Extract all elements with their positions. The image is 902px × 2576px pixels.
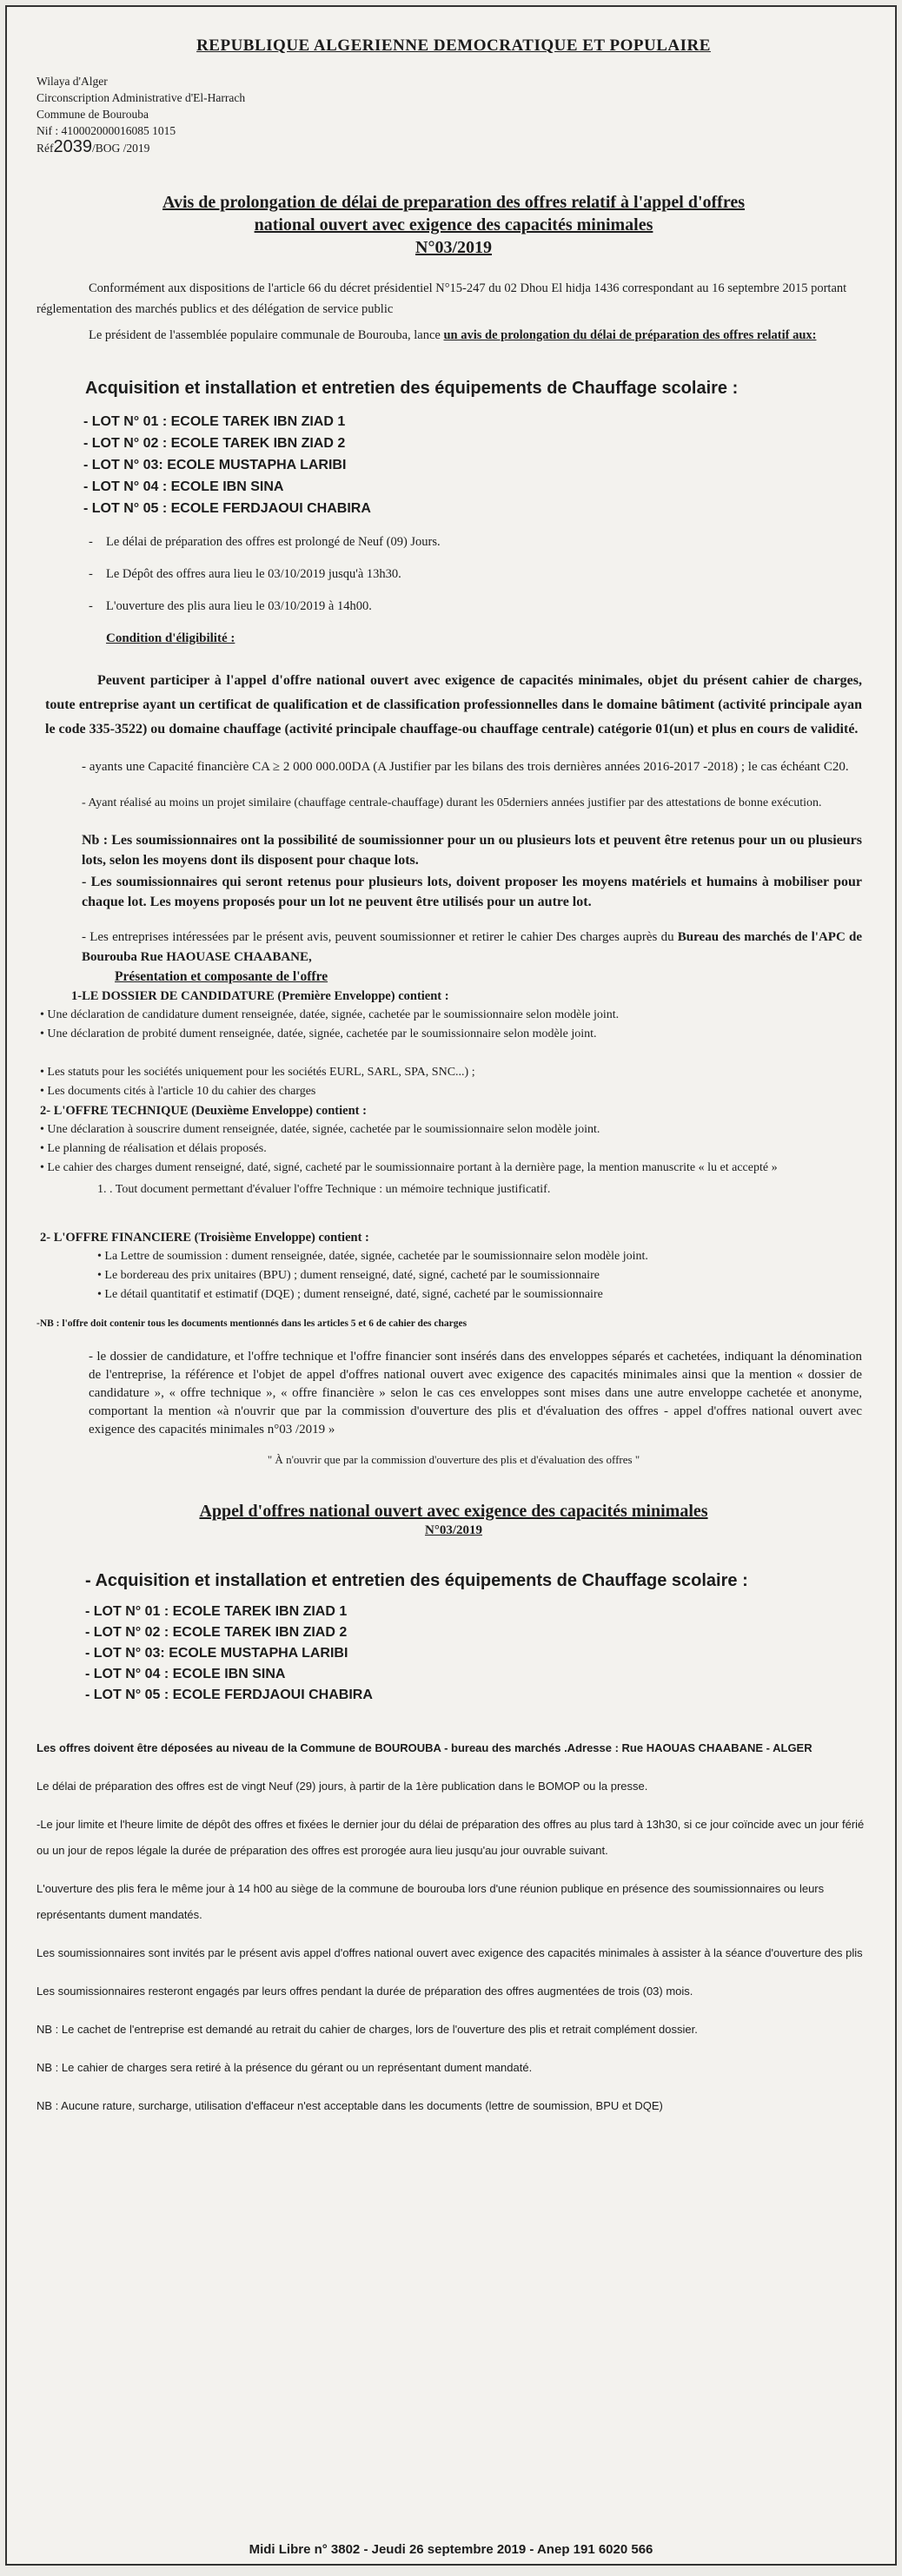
technique-heading: 2- L'OFFRE TECHNIQUE (Deuxième Enveloppe) contient :: [40, 1104, 367, 1118]
preparation-delay: Le délai de préparation des offres est de vingt Neuf (29) jours, à partir de la 1ère publication dans le BOMOP ou la presse.: [36, 1780, 648, 1793]
list-item: • Une déclaration à souscrire dument renseignée, datée, signée, cachetée par le soumissionnaire selon modèle joint.: [40, 1120, 871, 1139]
lots-list: [83, 411, 871, 519]
list-item: - LOT N° 03: ECOLE MUSTAPHA LARIBI: [85, 1643, 871, 1664]
notice-title-line1: Avis de prolongation de délai de preparation des offres relatif à l'appel d'offres: [162, 193, 745, 212]
list-item: • Le planning de réalisation et délais proposés.: [40, 1139, 871, 1159]
list-item: - LOT N° 05 : ECOLE FERDJAOUI CHABIRA: [83, 498, 871, 519]
acquisition-heading-2: - Acquisition et installation et entretien des équipements de Chauffage scolaire :: [85, 1571, 748, 1590]
eligibility-paragraph: Peuvent participer à l'appel d'offre national ouvert avec exigence de capacités minimales, objet du présent cahier de charges, toute entreprise ayant un certificat de qualification et de classification professionnelles dans le domaine bâtiment (activité principale ayan le code 335-3522) ou domaine chauffage (activité principale chauffage-ou chauffage centrale) catégorie 01(un) et plus en cours de validité.: [45, 673, 862, 736]
retrieval-paragraph: [82, 928, 862, 968]
retrieval-office: Bureau des marchés de l'APC de Bourouba Rue HAOUASE CHAABANE,: [82, 930, 862, 964]
nb-means: - Les soumissionnaires qui seront retenus pour plusieurs lots, doivent proposer les moyens matériels et humains à mobiliser pour chaque lot. Les moyens proposés pour un lot ne peuvent être utilisés pour un autre lot.: [82, 875, 862, 909]
technique-extra: 1. . Tout document permettant d'évaluer l'offre Technique : un mémoire technique justificatif.: [97, 1183, 551, 1196]
deposit-note: - Le Dépôt des offres aura lieu le 03/10/2019 jusqu'à 13h30.: [106, 567, 871, 582]
legal-basis-paragraph: Conformément aux dispositions de l'article 66 du décret présidentiel N°15-247 du 02 Dhou El hidja 1436 correspondant au 16 septembre 2015 portant réglementation des marchés publics et des délégation de service public: [36, 281, 847, 316]
president-lead: Le président de l'assemblée populaire communale de Bourouba, lance: [89, 328, 441, 342]
list-item: • Les documents cités à l'article 10 du cahier des charges: [40, 1082, 871, 1101]
list-item: - LOT N° 01 : ECOLE TAREK IBN ZIAD 1: [85, 1602, 871, 1622]
circonscription-line: Circonscription Administrative d'El-Harrach: [36, 91, 246, 104]
presentation-heading: Présentation et composante de l'offre: [115, 969, 328, 984]
wilaya-line: Wilaya d'Alger: [36, 75, 108, 88]
condition-heading: Condition d'éligibilité :: [106, 631, 235, 645]
list-item: - LOT N° 02 : ECOLE TAREK IBN ZIAD 2: [83, 433, 871, 454]
list-item: - LOT N° 04 : ECOLE IBN SINA: [83, 476, 871, 498]
delay-note: - Le délai de préparation des offres est prolongé de Neuf (09) Jours.: [106, 535, 871, 550]
list-item: - LOT N° 03: ECOLE MUSTAPHA LARIBI: [83, 454, 871, 476]
president-paragraph: [36, 325, 871, 346]
envelope-paragraph: - le dossier de candidature, et l'offre technique et l'offre financier sont insérés dans des enveloppes séparés et cachetées, indiquant la dénomination de l'entreprise, la référence et l'objet de appel d'offres national ouvert avec exigence des capacités minimales ainsi que la mention « dossier de candidature », « offre technique », « offre financière » selon le cas ces enveloppes sont mises dans une autre enveloppe cachetée et anonyme, comportant la mention «à n'ouvrir que par la commission d'ouverture des plis et d'évaluation des offres - appel d'offres national ouvert avec exigence des capacités minimales n°03 /2019 »: [89, 1350, 862, 1437]
nb-lots: Nb : Les soumissionnaires ont la possibilité de soumissionner pour un ou plusieurs lots et peuvent être retenus pour un ou plusieurs lots, selon les moyens dont ils disposent pour chaque lots.: [82, 833, 862, 868]
reference-line: [36, 139, 871, 156]
dossier-heading: 1-LE DOSSIER DE CANDIDATURE (Première Enveloppe) contient :: [71, 989, 449, 1003]
ref-number: 2039: [53, 137, 92, 156]
retrieval-lead: - Les entreprises intéressées par le présent avis, peuvent soumissionner et retirer le cahier Des charges auprès du: [82, 930, 674, 944]
republic-title: REPUBLIQUE ALGERIENNE DEMOCRATIQUE ET POPULAIRE: [196, 36, 711, 55]
similar-project: - Ayant réalisé au moins un projet similaire (chauffage centrale-chauffage) durant les 05derniers années justifier par des attestations de bonne exécution.: [82, 796, 822, 809]
list-item: • Une déclaration de candidature dument renseignée, datée, signée, cachetée par le soumissionnaire selon modèle joint.: [40, 1006, 871, 1025]
dossier-list: [40, 1006, 871, 1101]
notice-number: N°03/2019: [415, 238, 492, 257]
acquisition-heading: Acquisition et installation et entretien des équipements de Chauffage scolaire :: [85, 379, 739, 398]
issuer-block: [36, 73, 871, 156]
invitation: Les soumissionnaires sont invités par le présent avis appel d'offres national ouvert avec exigence des capacités minimales à assister à la séance d'ouverture des plis: [36, 1946, 863, 1959]
deadline-rule: -Le jour limite et l'heure limite de dépôt des offres et fixées le dernier jour du délai de préparation des offres au plus tard à 13h30, si ce jour coïncide avec un jour férié ou un jour de repos légale la durée de préparation des offres est prorogée aura lieu jusqu'au jour ouvrable suivant.: [36, 1818, 865, 1857]
publication-footer: Midi Libre n° 3802 - Jeudi 26 septembre 2019 - Anep 191 6020 566: [249, 2542, 653, 2557]
nb-documents: -NB : l'offre doit contenir tous les documents mentionnés dans les articles 5 et 6 de cahier des charges: [36, 1318, 468, 1329]
validity: Les soumissionnaires resteront engagés par leurs offres pendant la durée de préparation des offres augmentées de trois (03) mois.: [36, 1985, 693, 1998]
president-bold: un avis de prolongation du délai de préparation des offres relatif aux:: [443, 328, 817, 342]
list-item: - LOT N° 04 : ECOLE IBN SINA: [85, 1664, 871, 1685]
list-item: • La Lettre de soumission : dument renseignée, datée, signée, cachetée par le soumissionnaire selon modèle joint.: [97, 1247, 871, 1266]
deposit-address: Les offres doivent être déposées au niveau de la Commune de BOUROUBA - bureau des marchés .Adresse : Rue HAOUAS CHAABANE - ALGER: [36, 1741, 812, 1754]
financiere-list: [97, 1247, 871, 1305]
second-number: N°03/2019: [425, 1523, 482, 1537]
nb-erasure: NB : Aucune rature, surcharge, utilisation d'effaceur n'est acceptable dans les documents (lettre de soumission, BPU et DQE): [36, 2099, 663, 2112]
technique-list: [40, 1120, 871, 1178]
list-item: • Les statuts pour les sociétés uniquement pour les sociétés EURL, SARL, SPA, SNC...) ;: [40, 1063, 871, 1082]
commune-line: Commune de Bourouba: [36, 108, 149, 121]
ref-prefix: Réf: [36, 142, 54, 155]
opening-session: L'ouverture des plis fera le même jour à 14 h00 au siège de la commune de bourouba lors d'une réunion publique en présence des soumissionnaires ou leurs représentants dument mandatés.: [36, 1882, 825, 1921]
list-item: - LOT N° 01 : ECOLE TAREK IBN ZIAD 1: [83, 411, 871, 433]
notice-page: [5, 5, 897, 2566]
ref-suffix: /BOG /2019: [92, 142, 150, 155]
second-title: Appel d'offres national ouvert avec exigence des capacités minimales: [199, 1502, 708, 1521]
lots-list-2: [85, 1602, 871, 1706]
opening-note: - L'ouverture des plis aura lieu le 03/10/2019 à 14h00.: [106, 599, 871, 614]
list-item: • Une déclaration de probité dument renseignée, datée, signée, cachetée par le soumissionnaire selon modèle joint.: [40, 1025, 871, 1044]
notice-title-line2: national ouvert avec exigence des capacités minimales: [254, 215, 653, 234]
financiere-heading: 2- L'OFFRE FINANCIERE (Troisième Enveloppe) contient :: [40, 1231, 369, 1245]
list-item: - LOT N° 05 : ECOLE FERDJAOUI CHABIRA: [85, 1685, 871, 1706]
list-item: - LOT N° 02 : ECOLE TAREK IBN ZIAD 2: [85, 1622, 871, 1643]
final-conditions: [36, 1735, 871, 2119]
notice-title: [36, 191, 871, 259]
list-item: • Le détail quantitatif et estimatif (DQE) ; dument renseigné, daté, signé, cacheté par le soumissionnaire: [97, 1285, 871, 1305]
financial-capacity: - ayants une Capacité financière CA ≥ 2 000 000.00DA (A Justifier par les bilans des trois dernières années 2016-2017 -2018) ; le cas échéant C20.: [82, 760, 849, 774]
opening-commission-quote: " À n'ouvrir que par la commission d'ouverture des plis et d'évaluation des offres ": [267, 1453, 640, 1466]
nb-manager: NB : Le cahier de charges sera retiré à la présence du gérant ou un représentant dument mandaté.: [36, 2061, 533, 2074]
deadline-notes: [106, 535, 871, 614]
list-item: • Le cahier des charges dument renseigné, daté, signé, cacheté par le soumissionnaire portant à la dernière page, la mention manuscrite « lu et accepté »: [40, 1159, 871, 1178]
nif-line: Nif : 410002000016085 1015: [36, 124, 176, 137]
list-item: • Le bordereau des prix unitaires (BPU) ; dument renseigné, daté, signé, cacheté par le soumissionnaire: [97, 1266, 871, 1285]
nb-stamp: NB : Le cachet de l'entreprise est demandé au retrait du cahier de charges, lors de l'ouverture des plis et retrait complément dossier.: [36, 2023, 698, 2036]
